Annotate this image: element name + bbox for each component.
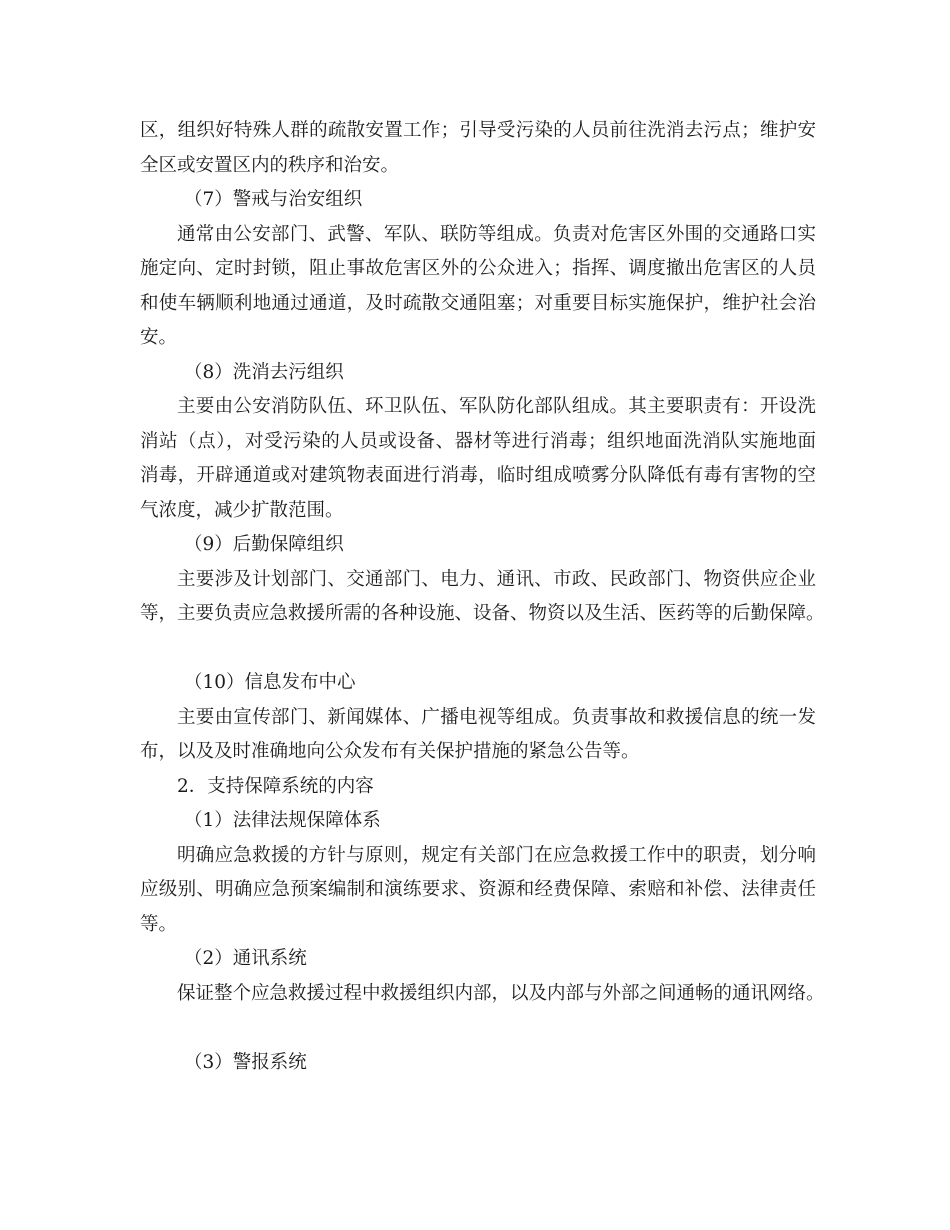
paragraph-line: 通常由公安部门、武警、军队、联防等组成。负责对危害区外围的交通路口实 (177, 223, 816, 245)
paragraph-line: 和使车辆顺利地通过通道，及时疏散交通阻塞；对重要目标实施保护，维护社会治 (140, 292, 816, 314)
section-heading: （2）通讯系统 (184, 948, 307, 969)
section-heading: （8）洗消去污组织 (184, 361, 344, 383)
section-heading: （7）警戒与治安组织 (184, 189, 363, 210)
paragraph-gap (140, 1011, 816, 1046)
paragraph-line: 消站（点），对受污染的人员或设备、器材等进行消毒；组织地面洗消队实施地面 (140, 430, 816, 452)
paragraph-line: 等，主要负责应急救援所需的各种设施、设备、物资以及生活、医药等的后勤保障。 (140, 603, 825, 624)
paragraph-line: 保证整个应急救援过程中救援组织内部，以及内部与外部之间通畅的通讯网络。 (177, 982, 825, 1004)
paragraph-line: 主要涉及计划部门、交通部门、电力、通讯、市政、民政部门、物资供应企业 (177, 568, 816, 590)
section-heading: （1）法律法规保障体系 (184, 810, 381, 831)
paragraph-line: 消毒，开辟通道或对建筑物表面进行消毒，临时组成喷雾分队降低有毒有害物的空 (140, 465, 816, 486)
paragraph-line: 区，组织好特殊人群的疏散安置工作；引导受污染的人员前往洗消去污点；维护安 (140, 120, 816, 141)
section-heading: （10）信息发布中心 (184, 672, 356, 693)
paragraph-line: 全区或安置区内的秩序和治安。 (140, 154, 400, 176)
paragraph-line: 主要由宣传部门、新闻媒体、广播电视等组成。负责事故和救援信息的统一发 (177, 706, 816, 728)
paragraph-gap (140, 632, 816, 667)
document-page (140, 114, 825, 1080)
paragraph-line: 明确应急救援的方针与原则，规定有关部门在应急救援工作中的职责，划分响 (177, 844, 816, 866)
paragraph-line: 应级别、明确应急预案编制和演练要求、资源和经费保障、索赔和补偿、法律责任 (140, 879, 816, 900)
paragraph-line: 气浓度，减少扩散范围。 (140, 499, 344, 521)
section-heading: 2．支持保障系统的内容 (177, 775, 374, 797)
section-heading: （9）后勤保障组织 (184, 534, 344, 555)
paragraph-line: 施定向、定时封锁，阻止事故危害区外的公众进入；指挥、调度撤出危害区的人员 (140, 258, 816, 279)
section-heading: （3）警报系统 (184, 1051, 307, 1073)
paragraph-line: 主要由公安消防队伍、环卫队伍、军队防化部队组成。其主要职责有：开设洗 (177, 396, 816, 417)
paragraph-line: 等。 (140, 913, 178, 935)
paragraph-line: 安。 (140, 327, 178, 348)
paragraph-line: 布，以及及时准确地向公众发布有关保护措施的紧急公告等。 (140, 741, 640, 762)
